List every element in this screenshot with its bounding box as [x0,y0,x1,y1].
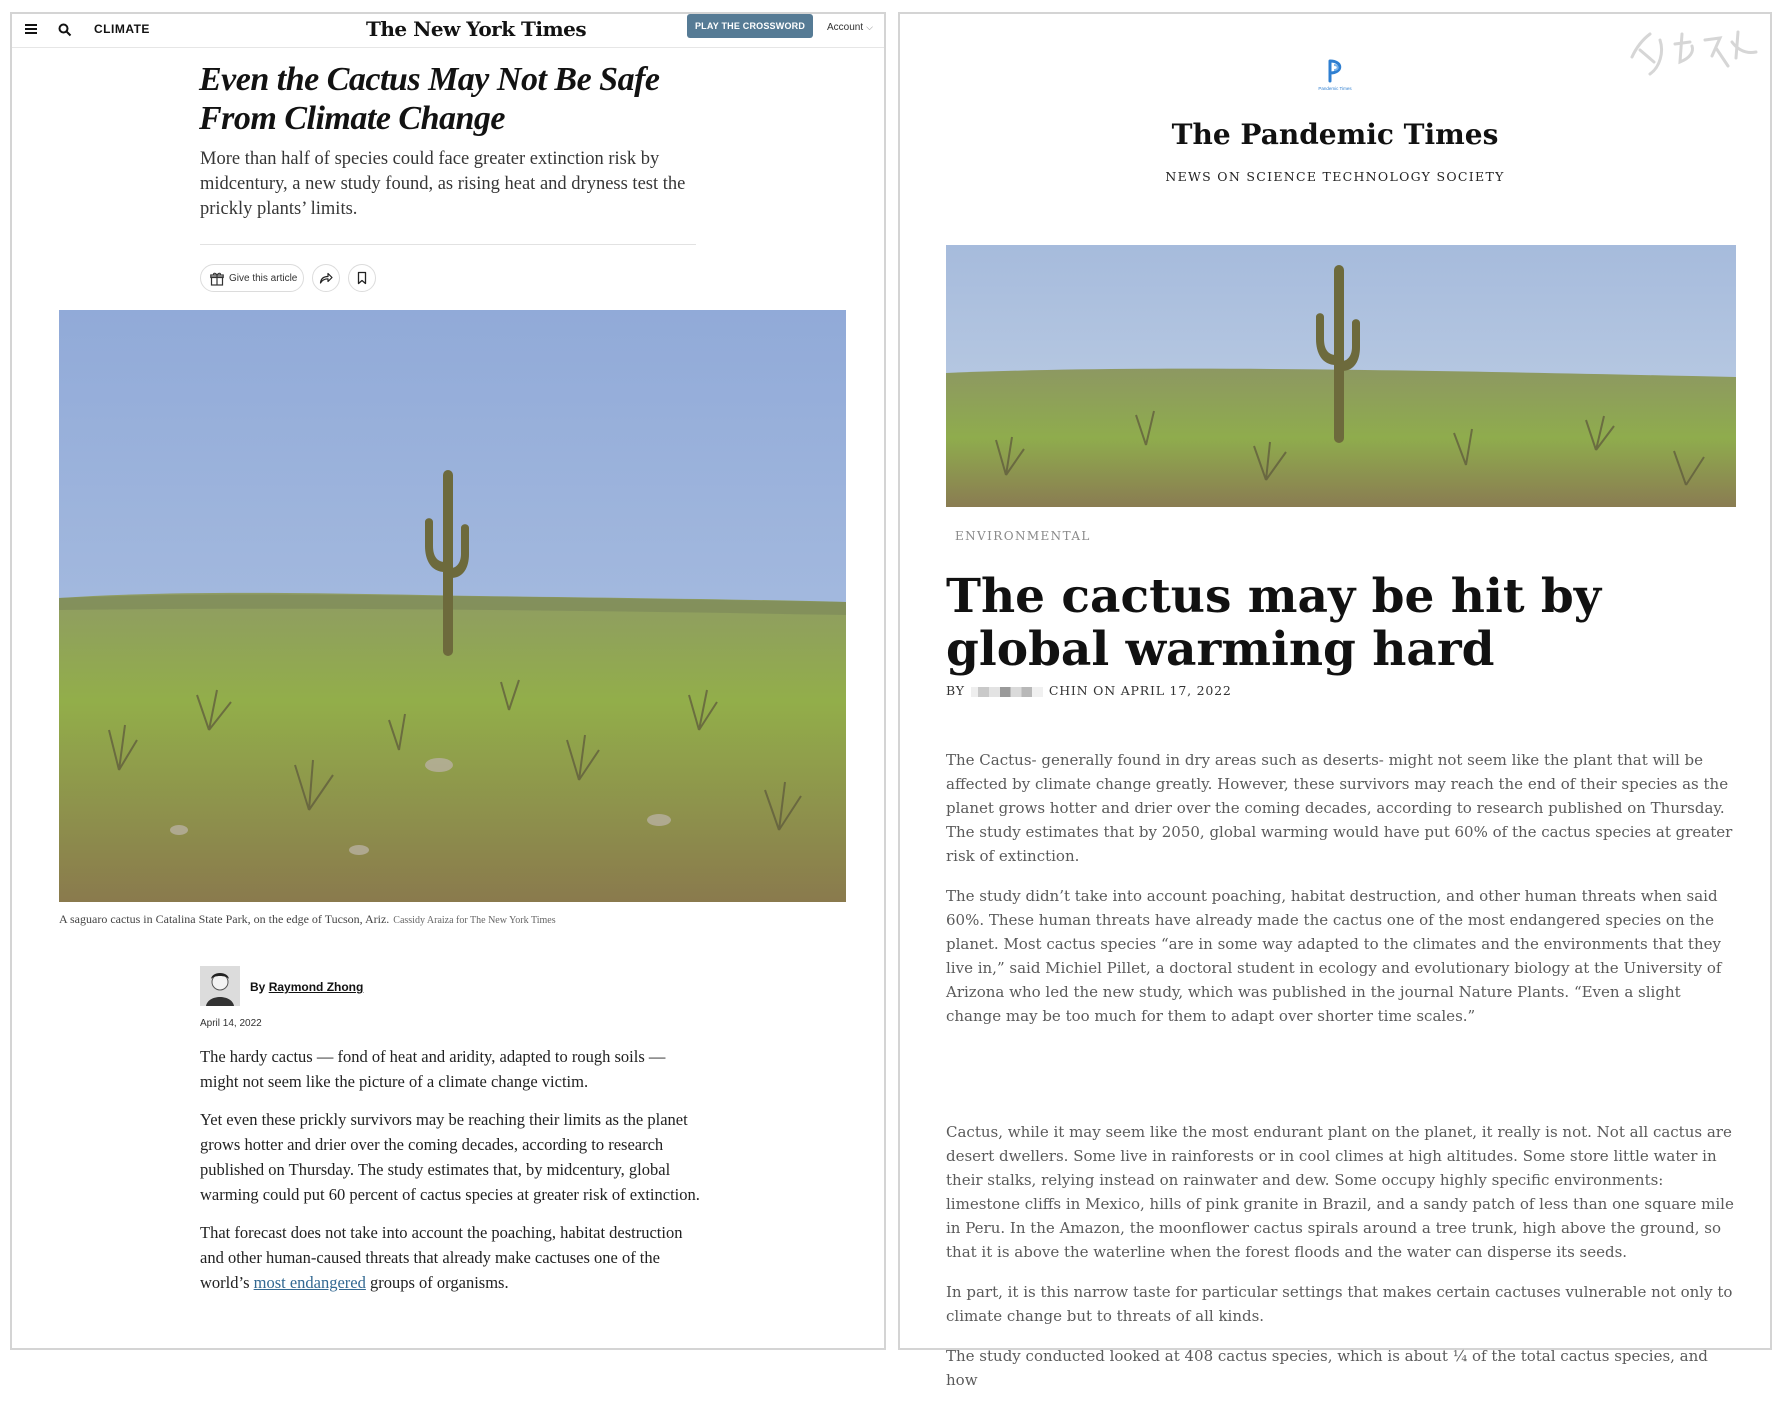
article-headline [199,60,759,138]
headline-line-1: Even the Cactus May Not Be Safe [199,61,660,98]
caption-text: A saguaro cactus in Catalina State Park, on the edge of Tucson, Ariz. [59,912,390,926]
logo-small-text: Pandemic Times [1318,86,1352,91]
paragraph: The hardy cactus — fond of heat and aridity, adapted to rough soils — might not seem like the picture of a climate change victim. [200,1047,666,1091]
share-icon [319,271,333,285]
section-link[interactable]: CLIMATE [94,22,150,36]
article-body-bottom [946,1120,1738,1408]
byline-prefix: By [250,980,266,994]
most-endangered-link[interactable]: most endangered [253,1273,366,1292]
byline [250,980,363,994]
watermark-signature [1620,22,1760,82]
article-body [200,1044,700,1308]
paragraph [200,1220,700,1295]
nyt-topbar [12,14,884,48]
paragraph-text: groups of organisms. [365,1273,509,1292]
bookmark-icon [355,271,369,285]
lead-photo [59,310,846,902]
gift-icon [210,272,224,286]
nyt-logo[interactable]: The New York Times [366,17,587,41]
paragraph: Cactus, while it may seem like the most endurant plant on the planet, it really is not. Not all cactus are desert dwellers. Some live in rainforests or in cool climes at high altitudes. Some store little water in their stalks, relying instead on rainwater and dew. Some occupy highly specific environments: limestone cliffs in Mexico, hills of pink granite in Brazil, and a sandy patch of less than one square mile in Peru. In the Amazon, the moonflower cactus spirals around a tree trunk, high above the ground, so that it is above the waterline when the forest floods and the water can disperse its seeds. [946,1123,1734,1261]
account-menu[interactable] [827,22,873,33]
gift-article-button[interactable] [200,264,304,292]
paragraph: The Cactus- generally found in dry areas such as deserts- might not seem like the plant that will be affected by climate change greatly. However, these survivors may reach the end of their species as the planet grows hotter and drier over the coming decades, according to research published on Thursday. The study estimates that by 2050, global warming would have put 60% of the cactus species at greater risk of extinction. [946,751,1733,865]
category-label[interactable]: ENVIRONMENTAL [955,529,1091,543]
divider [200,244,696,245]
paragraph: In part, it is this narrow taste for particular settings that makes certain cactuses vulnerable not only to climate change but to threats of all kinds. [946,1283,1733,1325]
author-link[interactable]: Raymond Zhong [268,980,364,994]
article-headline: The cactus may be hit by global warming hard [946,569,1602,677]
redacted-author-name [971,687,1043,697]
crossword-button[interactable]: PLAY THE CROSSWORD [687,14,813,38]
publish-date: April 14, 2022 [200,1018,262,1029]
pandemic-times-logo-icon[interactable] [1315,59,1355,95]
lead-photo [946,245,1736,507]
paragraph: The study didn’t take into account poaching, habitat destruction, and other human threats when said 60%. These human threats have already made the cactus one of the most endangered species on the planet. Most cactus species “are in some way adapted to the climates and the environments that they live in,” said Michiel Pillet, a doctoral student in ecology and evolutionary biology at the University of Arizona who led the new study, which was published in the journal Nature Plants. “Even a slight change may be too much for them to adapt over shorter time scales.” [946,887,1722,1025]
save-button[interactable] [348,264,376,292]
share-button[interactable] [312,264,340,292]
byline-prefix: BY [946,683,965,698]
search-icon[interactable] [58,23,72,37]
pandemic-times-panel [898,12,1772,1389]
headline-line-2: From Climate Change [199,100,505,137]
paragraph: The study conducted looked at 408 cactus species, which is about ¼ of the total cactus species, and how [946,1347,1708,1389]
account-label: Account [827,22,864,33]
paragraph-text: That forecast does not take into account the poaching, habitat destruction and other human-caused threats that already make cactuses one of the world’s [200,1223,683,1292]
gift-article-label: Give this article [229,273,298,284]
photo-caption [59,912,556,927]
byline-text: CHIN ON APRIL 17, 2022 [1048,683,1232,698]
photo-credit: Cassidy Araiza for The New York Times [393,915,556,926]
article-body-top [946,748,1738,1044]
article-summary: More than half of species could face greater extinction risk by midcentury, a new study found, as rising heat and dryness test the prickly plants’ limits. [200,149,686,219]
site-tagline: NEWS ON SCIENCE TECHNOLOGY SOCIETY [1165,169,1505,184]
site-title[interactable]: The Pandemic Times [1171,118,1499,151]
paragraph: Yet even these prickly survivors may be reaching their limits as the planet grows hotter and drier over the coming decades, according to research published on Thursday. The study estimates that, by midcentury, global warming could put 60 percent of cactus species at greater risk of extinction. [200,1110,700,1204]
chevron-down-icon: ⌵ [866,22,873,32]
avatar[interactable] [200,966,240,1006]
menu-icon[interactable] [24,22,38,36]
nyt-article-panel [10,12,886,1350]
byline [946,683,1232,698]
